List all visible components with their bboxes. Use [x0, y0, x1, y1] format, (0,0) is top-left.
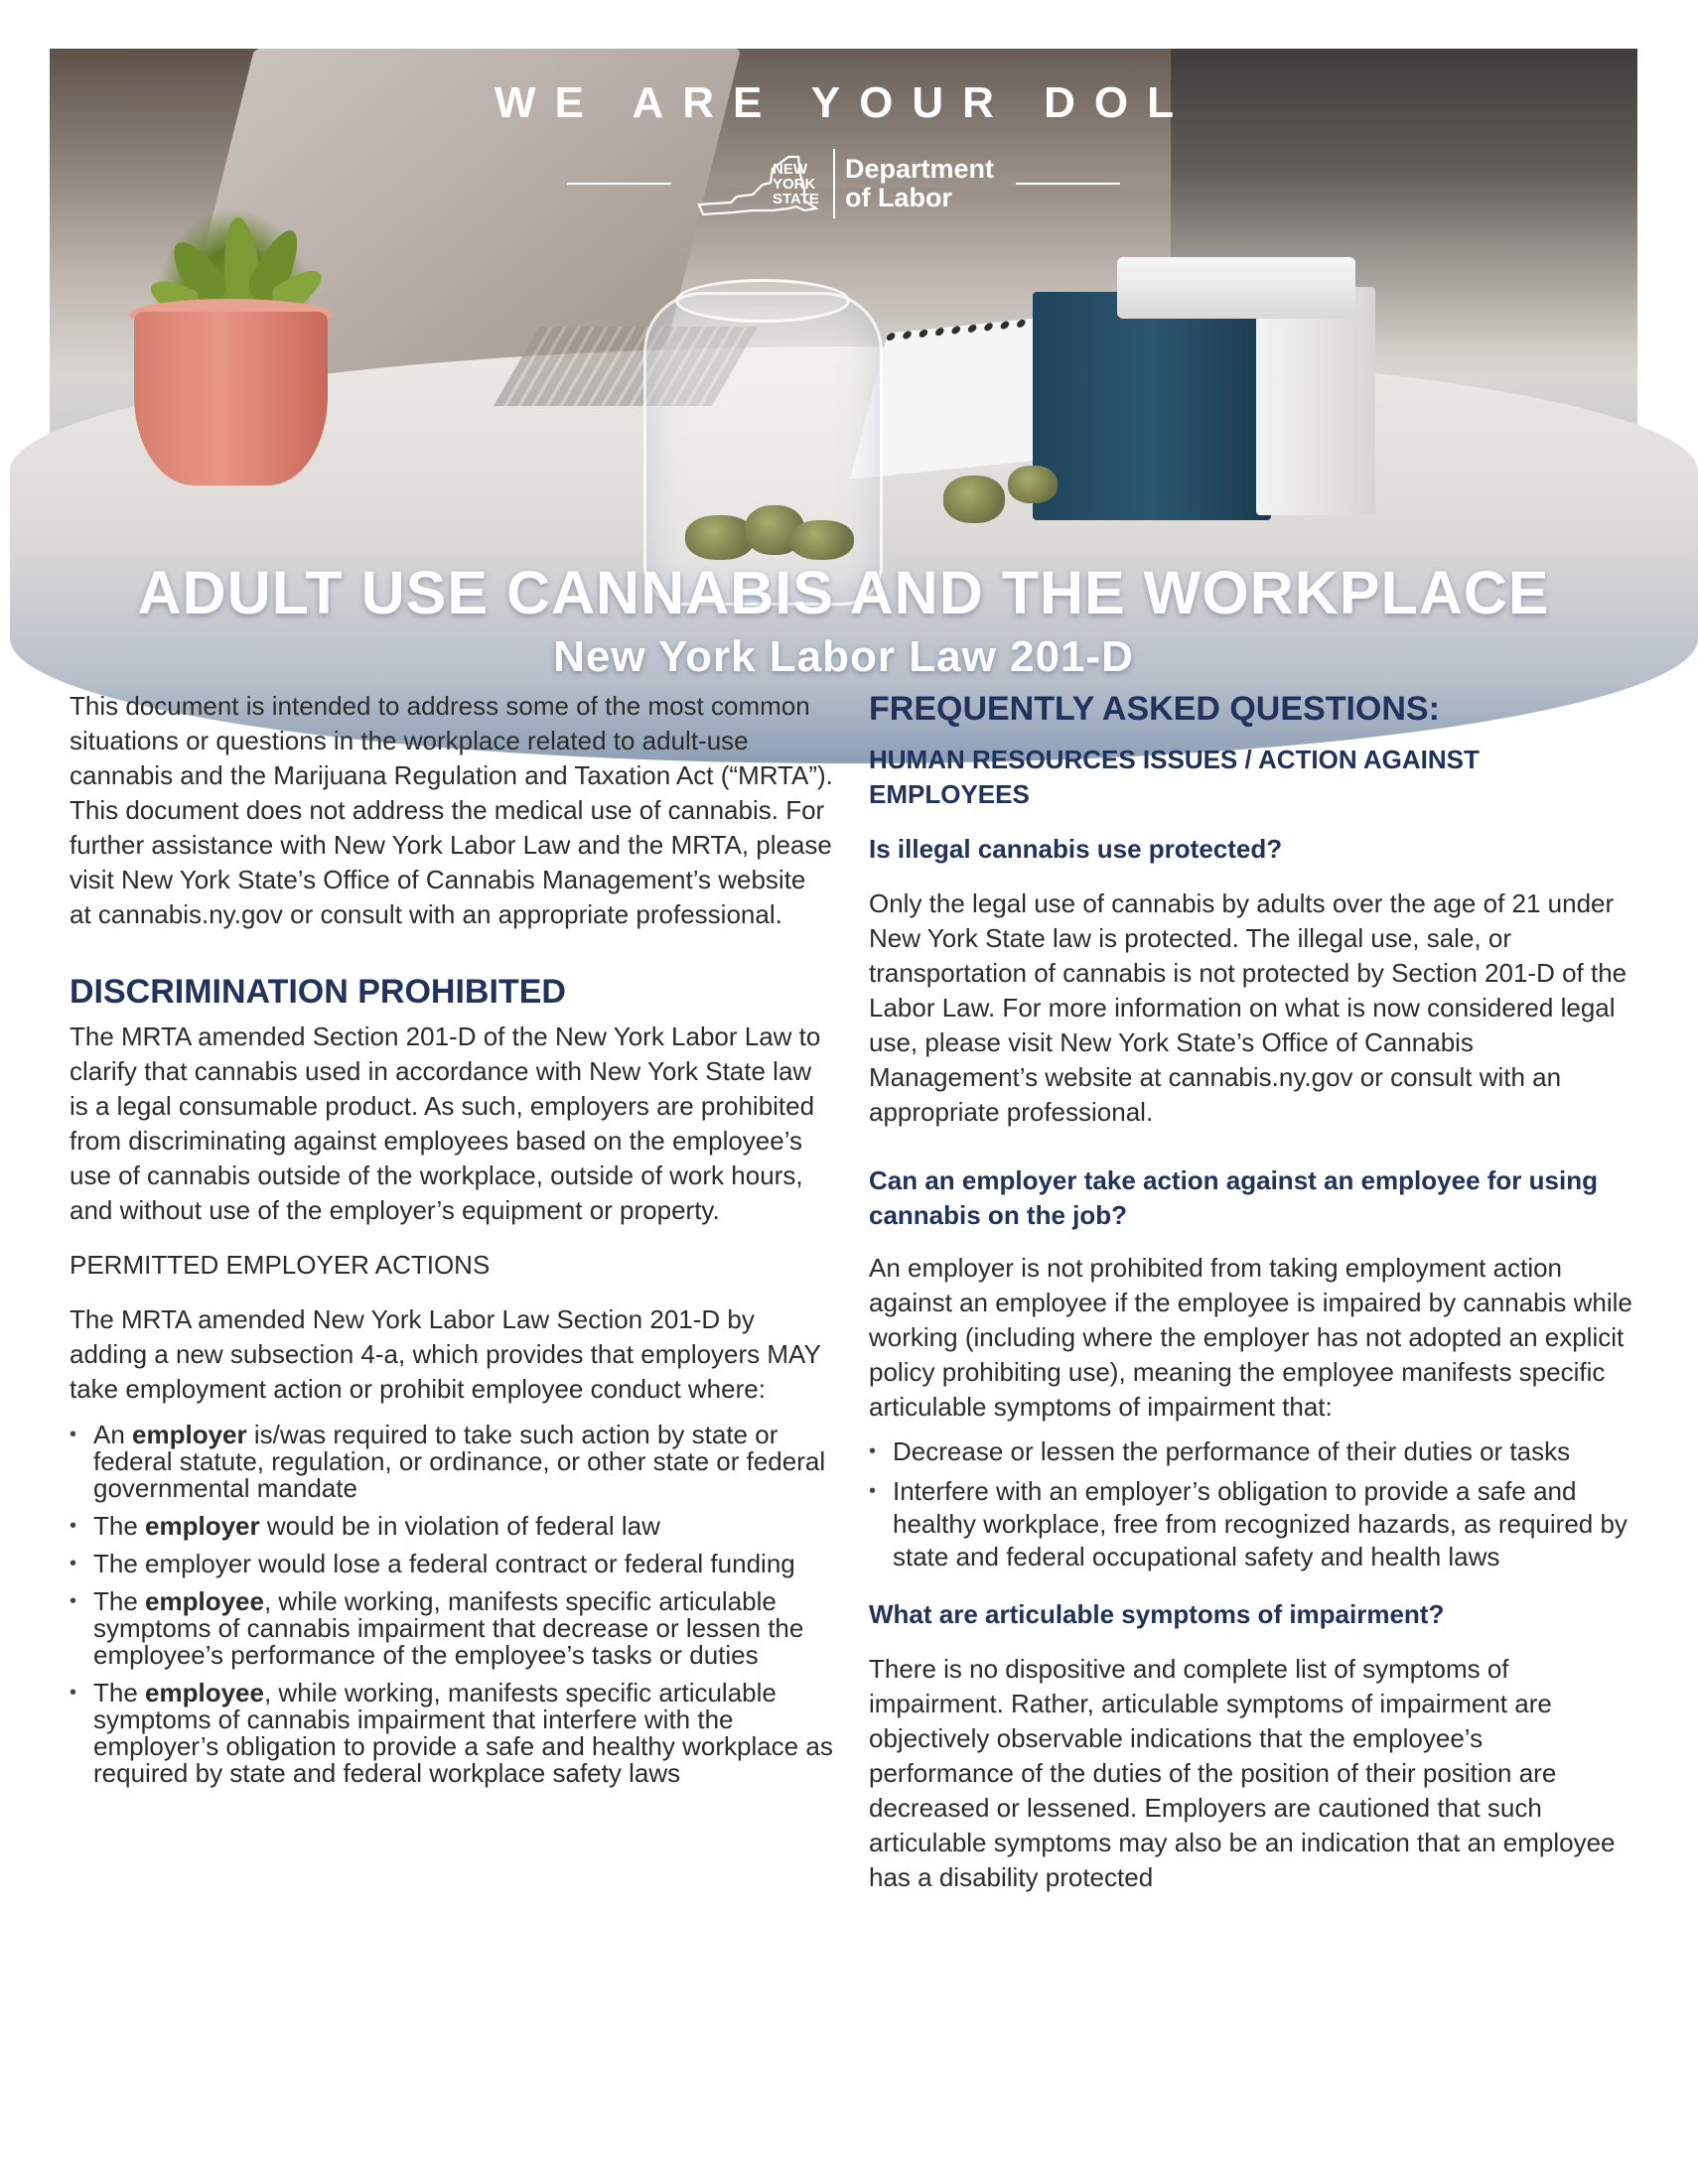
tagline: WE ARE YOUR DOL [494, 78, 1194, 127]
permitted-actions-paragraph: The MRTA amended New York Labor Law Section 201-D by adding a new subsection 4-a, which provides that employers MAY take employment action or prohibit employee conduct where: [70, 1304, 821, 1404]
page-title: ADULT USE CANNABIS AND THE WORKPLACE [137, 559, 1550, 626]
state-word-new: NEW [773, 160, 807, 178]
hero-photo-bud [1008, 466, 1058, 503]
hero-photo-box [1117, 257, 1355, 319]
list-item: • Interfere with an employer’s obligation to provide a safe and healthy workplace, free from recognized hazards, as required by state and federal occupational safety and health laws [869, 1475, 1633, 1573]
list-item: • The employer would lose a federal contract or federal funding [70, 1551, 834, 1577]
intro-paragraph: This document is intended to address some of the most common situations or questions in the workplace related to adult-use cannabis and the Marijuana Regulation and Taxation Act (“MRTA”). This document does not address the medical use of cannabis. For further assistance with New York Labor Law and the MRTA, please visit New York State’s Office of Cannabis Management’s website at cannabis.ny.gov or consult with an appropriate professional. [70, 691, 833, 929]
list-item: • The employer would be in violation of federal law [70, 1513, 834, 1540]
logo-rule-right [1016, 183, 1120, 185]
state-word-state: STATE [773, 190, 819, 207]
faq-question-3: What are articulable symptoms of impairment? [869, 1599, 1445, 1629]
list-item: • An employer is/was required to take such action by state or federal statute, regulation, or ordinance, or other state or federal governmental mandate [70, 1422, 834, 1502]
discrimination-heading: DISCRIMINATION PROHIBITED [70, 973, 566, 1011]
logo-divider [833, 149, 835, 218]
left-column [70, 689, 834, 1787]
permitted-actions-heading: PERMITTED EMPLOYER ACTIONS [70, 1250, 491, 1280]
nys-dol-logo [50, 144, 1637, 223]
logo-rule-left [567, 183, 671, 185]
faq-question-1: Is illegal cannabis use protected? [869, 834, 1283, 864]
hero-photo-bud [685, 515, 755, 560]
department-name [845, 155, 994, 212]
list-item: • Decrease or lessen the performance of their duties or tasks [869, 1438, 1633, 1465]
hero-photo-bud [943, 476, 1005, 523]
hero-photo-box [1256, 287, 1375, 515]
faq-answer-2: An employer is not prohibited from taking employment action against an employee if the employee is impaired by cannabis while working (including where the employer has not adopted an explicit policy prohibiting use), meaning the employee manifests specific articulable symptoms of impairment that: [869, 1253, 1632, 1422]
list-item: • The employee, while working, manifests specific articulable symptoms of cannabis impairment that decrease or lessen the employee’s performance of the employee’s tasks or duties [70, 1588, 834, 1669]
faq-answer-3: There is no dispositive and complete list of symptoms of impairment. Rather, articulable symptoms of impairment are objectively observable indications that the employee’s performance of the duties of the position of their position are decreased or lessened. Employers are cautioned that such articulable symptoms may also be an indication that an employee has a disability protected [869, 1654, 1616, 1892]
hero-photo-jar-lid [675, 279, 850, 323]
hero-photo-box [1033, 292, 1271, 520]
hero-banner [50, 49, 1637, 681]
discrimination-paragraph: The MRTA amended Section 201-D of the New York Labor Law to clarify that cannabis used in accordance with New York State law is a legal consumable product. As such, employers are prohibited from discriminating against employees based on the employee’s use of cannabis outside of the workplace, outside of work hours, and without use of the employer’s equipment or property. [70, 1022, 821, 1225]
state-wordmark [773, 162, 819, 206]
dept-line-2: of Labor [844, 183, 952, 212]
permitted-actions-list [70, 1422, 834, 1787]
dept-line-1: Department [844, 154, 994, 184]
impairment-list [869, 1438, 1633, 1573]
hero-photo-pot [134, 312, 328, 485]
state-mark [693, 149, 994, 218]
faq-category: HUMAN RESOURCES ISSUES / ACTION AGAINST EMPLOYEES [869, 745, 1480, 809]
state-word-york: YORK [773, 175, 816, 193]
page-subtitle: New York Labor Law 201-D [553, 632, 1134, 681]
hero-photo-bud [789, 520, 854, 560]
faq-answer-1: Only the legal use of cannabis by adults over the age of 21 under New York State law is protected. The illegal use, sale, or transportation of cannabis is not protected by Section 201-D of the Labor Law. For more information on what is now considered legal use, please visit New York State’s Office of Cannabis Management’s website at cannabis.ny.gov or consult with an appropriate professional. [869, 888, 1627, 1127]
faq-heading: FREQUENTLY ASKED QUESTIONS: [869, 690, 1440, 728]
list-item: • The employee, while working, manifests specific articulable symptoms of cannabis impairment that interfere with the employer’s obligation to provide a safe and healthy workplace as required by state and federal workplace safety laws [70, 1680, 834, 1787]
right-column [869, 689, 1633, 1895]
faq-question-2: Can an employer take action against an employee for using cannabis on the job? [869, 1165, 1598, 1230]
